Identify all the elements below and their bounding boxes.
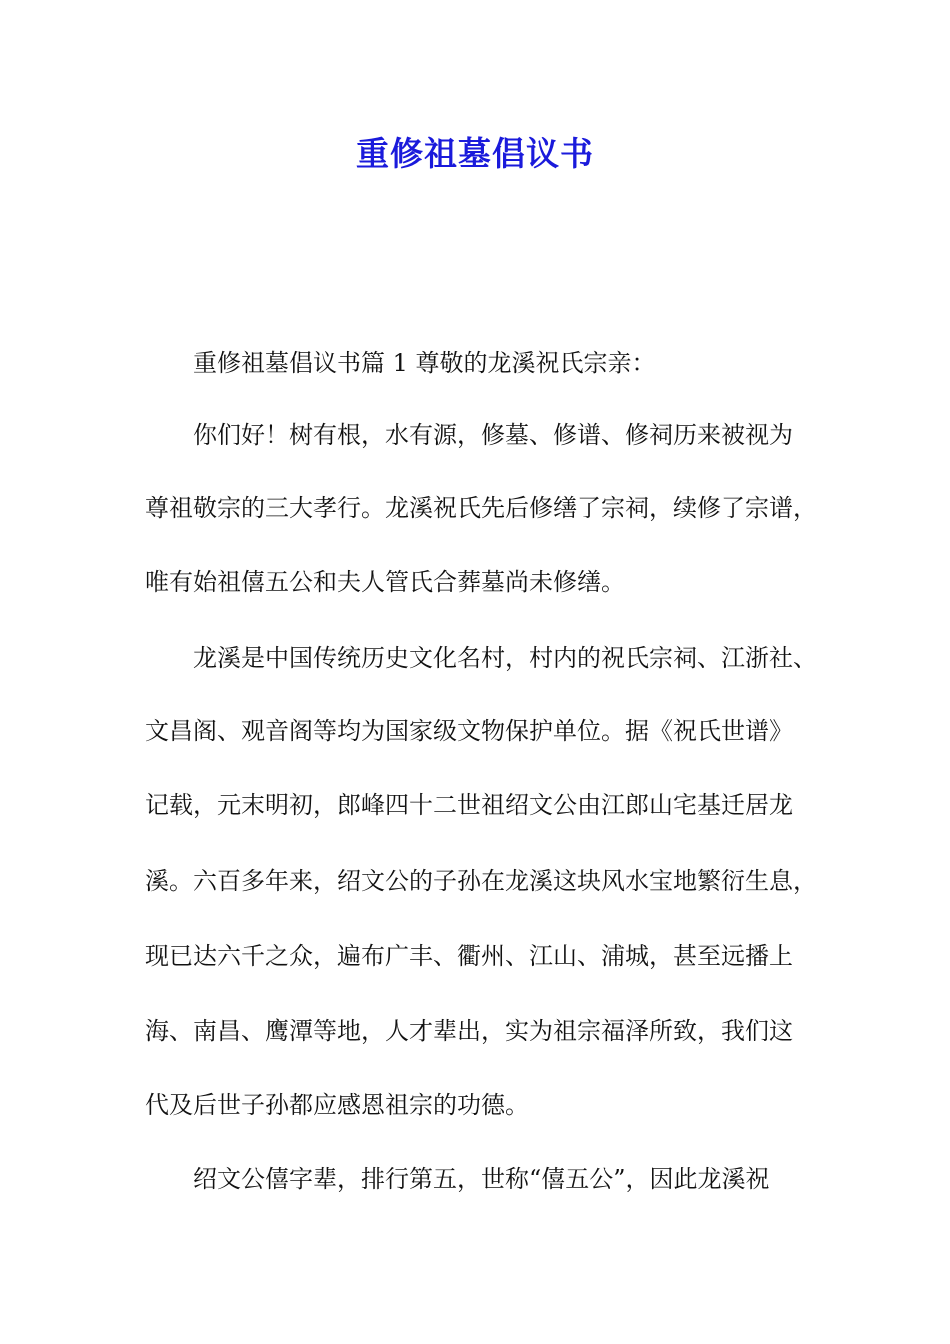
text-line: 绍文公僖字辈，排行第五，世称“僖五公”，因此龙溪祝 — [193, 1165, 770, 1193]
text-line: 尊祖敬宗的三大孝行。龙溪祝氏先后修缮了宗祠，续修了宗谱， — [145, 494, 817, 522]
text-line: 龙溪是中国传统历史文化名村，村内的祝氏宗祠、江浙社、 — [193, 644, 817, 672]
text-line: 文昌阁、观音阁等均为国家级文物保护单位。据《祝氏世谱》 — [145, 717, 793, 745]
text-line: 现已达六千之众，遍布广丰、衢州、江山、浦城，甚至远播上 — [145, 942, 793, 970]
text-line: 代及后世子孙都应感恩祖宗的功德。 — [145, 1091, 529, 1119]
text-line: 海、南昌、鹰潭等地，人才辈出，实为祖宗福泽所致，我们这 — [145, 1017, 793, 1045]
text-line: 重修祖墓倡议书篇 1 尊敬的龙溪祝氏宗亲： — [193, 349, 656, 377]
text-line: 唯有始祖僖五公和夫人管氏合葬墓尚未修缮。 — [145, 568, 625, 596]
document-title: 重修祖墓倡议书 — [356, 134, 594, 173]
text-line: 溪。六百多年来，绍文公的子孙在龙溪这块风水宝地繁衍生息， — [145, 867, 817, 895]
text-line: 记载，元末明初，郎峰四十二世祖绍文公由江郎山宅基迁居龙 — [145, 791, 793, 819]
text-line: 你们好！树有根，水有源，修墓、修谱、修祠历来被视为 — [193, 421, 793, 449]
